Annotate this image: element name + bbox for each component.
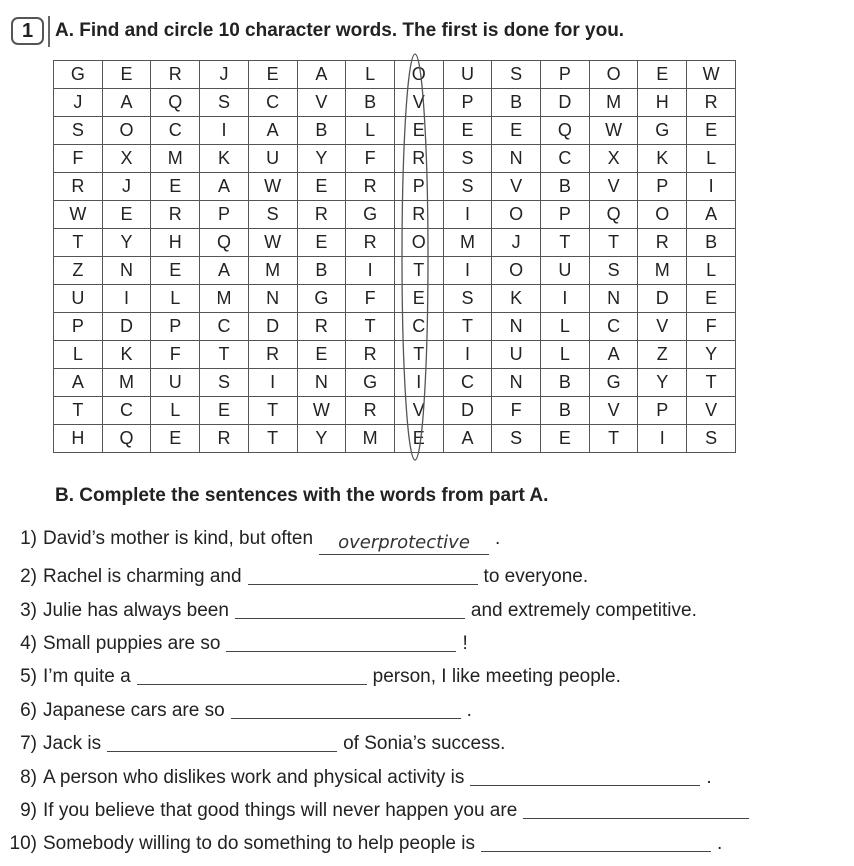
grid-cell[interactable]: T (541, 229, 590, 257)
sentence-7 (0, 729, 505, 753)
grid-cell[interactable]: E (297, 173, 346, 201)
grid-cell[interactable]: R (346, 397, 395, 425)
sentence-number: 3) (20, 600, 37, 621)
grid-cell[interactable]: R (346, 341, 395, 369)
sentence-text-before: Julie has always been (43, 600, 229, 621)
grid-cell[interactable]: X (102, 145, 151, 173)
grid-cell[interactable]: E (687, 117, 736, 145)
grid-row (54, 397, 736, 425)
grid-row (54, 257, 736, 285)
grid-cell[interactable]: J (200, 61, 249, 89)
grid-cell[interactable]: M (346, 425, 395, 453)
grid-cell[interactable]: J (54, 89, 103, 117)
grid-cell[interactable]: E (102, 201, 151, 229)
header-divider (48, 16, 50, 47)
grid-cell[interactable]: L (687, 145, 736, 173)
grid-cell[interactable]: I (687, 173, 736, 201)
grid-cell[interactable]: C (151, 117, 200, 145)
grid-cell[interactable]: R (151, 61, 200, 89)
answer-blank[interactable] (235, 599, 465, 619)
grid-cell[interactable]: R (54, 173, 103, 201)
grid-cell[interactable]: A (200, 257, 249, 285)
grid-cell[interactable]: T (248, 425, 297, 453)
grid-cell[interactable]: T (687, 369, 736, 397)
grid-cell[interactable]: R (638, 229, 687, 257)
grid-cell[interactable]: P (638, 397, 687, 425)
sentence-9 (0, 796, 755, 820)
sentence-text-before: Japanese cars are so (43, 700, 225, 721)
answer-blank[interactable] (481, 832, 711, 852)
grid-cell[interactable]: R (200, 425, 249, 453)
grid-row (54, 285, 736, 313)
grid-row (54, 229, 736, 257)
grid-cell[interactable]: Y (297, 145, 346, 173)
grid-cell[interactable]: I (443, 257, 492, 285)
grid-cell[interactable]: G (346, 201, 395, 229)
answer-blank[interactable] (137, 665, 367, 685)
grid-cell[interactable]: U (151, 369, 200, 397)
grid-cell[interactable]: E (687, 285, 736, 313)
grid-cell[interactable]: T (394, 257, 443, 285)
grid-cell[interactable]: A (200, 173, 249, 201)
grid-row (54, 61, 736, 89)
grid-cell[interactable]: M (638, 257, 687, 285)
grid-cell[interactable]: F (54, 145, 103, 173)
grid-cell[interactable]: C (248, 89, 297, 117)
grid-cell[interactable]: C (541, 145, 590, 173)
grid-cell[interactable]: L (54, 341, 103, 369)
grid-cell[interactable]: R (394, 201, 443, 229)
grid-cell[interactable]: P (394, 173, 443, 201)
sentence-10 (0, 829, 722, 853)
grid-cell[interactable]: L (541, 341, 590, 369)
grid-cell[interactable]: Q (102, 425, 151, 453)
sentence-number: 2) (20, 566, 37, 587)
grid-cell[interactable]: S (443, 285, 492, 313)
grid-cell[interactable]: M (200, 285, 249, 313)
grid-cell[interactable]: S (443, 145, 492, 173)
grid-cell[interactable]: I (248, 369, 297, 397)
grid-cell[interactable]: D (638, 285, 687, 313)
grid-cell[interactable]: E (443, 117, 492, 145)
grid-cell[interactable]: C (394, 313, 443, 341)
answer-blank[interactable]: overprotective (319, 532, 489, 555)
grid-cell[interactable]: R (346, 229, 395, 257)
grid-cell[interactable]: S (200, 369, 249, 397)
grid-cell[interactable]: I (200, 117, 249, 145)
sentence-text-before: Rachel is charming and (43, 566, 242, 587)
grid-cell[interactable]: Z (54, 257, 103, 285)
sentence-text-before: A person who dislikes work and physical activity is (43, 767, 465, 788)
sentence-number: 1) (20, 528, 37, 549)
grid-cell[interactable]: N (589, 285, 638, 313)
grid-cell[interactable]: W (589, 117, 638, 145)
grid-cell[interactable]: V (638, 313, 687, 341)
sentence-text-after: to everyone. (483, 566, 589, 587)
sentence-number: 4) (20, 633, 37, 654)
grid-cell[interactable]: U (54, 285, 103, 313)
grid-cell[interactable]: C (443, 369, 492, 397)
grid-cell[interactable]: S (492, 425, 541, 453)
grid-cell[interactable]: V (394, 89, 443, 117)
grid-cell[interactable]: E (492, 117, 541, 145)
grid-cell[interactable]: D (248, 313, 297, 341)
grid-cell[interactable]: M (151, 145, 200, 173)
sentence-number: 6) (20, 700, 37, 721)
sentence-text-before: Jack is (43, 733, 102, 754)
grid-cell[interactable]: S (200, 89, 249, 117)
grid-cell[interactable]: Y (297, 425, 346, 453)
grid-row (54, 425, 736, 453)
grid-cell[interactable]: N (248, 285, 297, 313)
sentence-5 (0, 662, 621, 686)
grid-cell[interactable]: Y (687, 341, 736, 369)
grid-cell[interactable]: W (248, 173, 297, 201)
grid-cell[interactable]: D (541, 89, 590, 117)
grid-cell[interactable]: X (589, 145, 638, 173)
grid-cell[interactable]: G (297, 285, 346, 313)
grid-cell[interactable]: H (54, 425, 103, 453)
grid-cell[interactable]: Y (102, 229, 151, 257)
grid-cell[interactable]: P (541, 201, 590, 229)
exercise-number-badge: 1 (11, 17, 44, 45)
sentence-4 (0, 629, 468, 653)
answer-blank[interactable] (226, 632, 456, 652)
grid-cell[interactable]: V (589, 173, 638, 201)
grid-cell[interactable]: D (443, 397, 492, 425)
grid-cell[interactable]: R (346, 173, 395, 201)
grid-cell[interactable]: R (248, 341, 297, 369)
grid-cell[interactable]: B (541, 173, 590, 201)
grid-cell[interactable]: E (102, 61, 151, 89)
grid-cell[interactable]: H (151, 229, 200, 257)
part-b-title: B. Complete the sentences with the words from part A. (55, 485, 549, 506)
sentence-text-after: and extremely competitive. (470, 600, 697, 621)
grid-cell[interactable]: Y (638, 369, 687, 397)
grid-cell[interactable]: N (492, 145, 541, 173)
part-a-title: A. Find and circle 10 character words. The first is done for you. (55, 20, 625, 41)
grid-cell[interactable]: R (151, 201, 200, 229)
grid-cell[interactable]: F (346, 145, 395, 173)
sentence-text-after: of Sonia’s success. (343, 733, 506, 754)
grid-cell[interactable]: A (687, 201, 736, 229)
grid-row (54, 369, 736, 397)
grid-cell[interactable]: W (687, 61, 736, 89)
grid-cell[interactable]: F (687, 313, 736, 341)
grid-cell[interactable]: E (638, 61, 687, 89)
grid-cell[interactable]: B (541, 369, 590, 397)
grid-cell[interactable]: G (638, 117, 687, 145)
grid-cell[interactable]: V (687, 397, 736, 425)
grid-cell[interactable]: H (638, 89, 687, 117)
grid-cell[interactable]: L (346, 61, 395, 89)
sentence-3 (0, 596, 697, 620)
grid-cell[interactable]: G (54, 61, 103, 89)
grid-cell[interactable]: R (297, 313, 346, 341)
grid-cell[interactable]: V (589, 397, 638, 425)
answer-blank[interactable] (523, 799, 749, 819)
grid-cell[interactable]: A (297, 61, 346, 89)
grid-cell[interactable]: E (151, 425, 200, 453)
grid-cell[interactable]: I (346, 257, 395, 285)
sentence-number: 7) (20, 733, 37, 754)
grid-cell[interactable]: E (297, 229, 346, 257)
grid-cell[interactable]: Z (638, 341, 687, 369)
grid-cell[interactable]: C (102, 397, 151, 425)
sentence-6 (0, 696, 472, 720)
grid-cell[interactable]: S (443, 173, 492, 201)
grid-cell[interactable]: T (394, 341, 443, 369)
grid-cell[interactable]: Q (589, 201, 638, 229)
grid-cell[interactable]: B (687, 229, 736, 257)
grid-cell[interactable]: L (541, 313, 590, 341)
sentence-number: 8) (20, 767, 37, 788)
grid-cell[interactable]: F (492, 397, 541, 425)
grid-cell[interactable]: E (151, 257, 200, 285)
grid-cell[interactable]: A (589, 341, 638, 369)
grid-cell[interactable]: A (443, 425, 492, 453)
grid-cell[interactable]: S (687, 425, 736, 453)
grid-cell[interactable]: R (297, 201, 346, 229)
sentence-1 (0, 528, 500, 552)
grid-row (54, 117, 736, 145)
grid-cell[interactable]: W (54, 201, 103, 229)
grid-cell[interactable]: L (151, 397, 200, 425)
grid-cell[interactable]: T (589, 229, 638, 257)
grid-cell[interactable]: E (297, 341, 346, 369)
grid-cell[interactable]: R (394, 145, 443, 173)
grid-cell[interactable]: F (346, 285, 395, 313)
grid-cell[interactable]: K (102, 341, 151, 369)
grid-cell[interactable]: V (297, 89, 346, 117)
grid-cell[interactable]: S (492, 61, 541, 89)
sentence-number: 9) (20, 800, 37, 821)
grid-cell[interactable]: E (200, 397, 249, 425)
grid-cell[interactable]: W (297, 397, 346, 425)
grid-cell[interactable]: A (248, 117, 297, 145)
grid-cell[interactable]: I (394, 369, 443, 397)
grid-cell[interactable]: B (346, 89, 395, 117)
grid-cell[interactable]: U (443, 61, 492, 89)
grid-cell[interactable]: U (492, 341, 541, 369)
grid-cell[interactable]: V (394, 397, 443, 425)
grid-row (54, 341, 736, 369)
sentence-number: 5) (20, 666, 37, 687)
sentence-2 (0, 562, 588, 586)
grid-cell[interactable]: M (589, 89, 638, 117)
grid-cell[interactable]: P (54, 313, 103, 341)
grid-cell[interactable]: K (492, 285, 541, 313)
grid-cell[interactable]: E (151, 173, 200, 201)
grid-cell[interactable]: E (394, 285, 443, 313)
answer-blank[interactable] (107, 732, 337, 752)
sentence-text-after: . (706, 767, 712, 788)
grid-cell[interactable]: I (102, 285, 151, 313)
grid-cell[interactable]: P (443, 89, 492, 117)
grid-cell[interactable]: R (687, 89, 736, 117)
grid-row (54, 201, 736, 229)
grid-cell[interactable]: O (589, 61, 638, 89)
grid-cell[interactable]: I (443, 201, 492, 229)
grid-cell[interactable]: S (589, 257, 638, 285)
grid-cell[interactable]: N (492, 369, 541, 397)
sentence-text-after: . (717, 833, 723, 854)
grid-cell[interactable]: M (248, 257, 297, 285)
sentence-text-after: ! (462, 633, 468, 654)
grid-cell[interactable]: K (200, 145, 249, 173)
grid-cell[interactable]: O (492, 257, 541, 285)
grid-cell[interactable]: E (394, 117, 443, 145)
grid-cell[interactable]: P (638, 173, 687, 201)
grid-cell[interactable]: I (443, 341, 492, 369)
grid-cell[interactable]: F (151, 341, 200, 369)
grid-cell[interactable]: L (151, 285, 200, 313)
grid-cell[interactable]: P (541, 61, 590, 89)
word-search-grid (53, 60, 736, 453)
grid-cell[interactable]: O (102, 117, 151, 145)
grid-cell[interactable]: T (54, 229, 103, 257)
grid-cell[interactable]: M (102, 369, 151, 397)
sentence-text-before: Somebody willing to do something to help people is (43, 833, 475, 854)
grid-cell[interactable]: B (541, 397, 590, 425)
grid-cell[interactable]: N (102, 257, 151, 285)
grid-cell[interactable]: G (346, 369, 395, 397)
grid-cell[interactable]: T (200, 341, 249, 369)
grid-cell[interactable]: E (541, 425, 590, 453)
grid-cell[interactable]: S (54, 117, 103, 145)
grid-cell[interactable]: B (492, 89, 541, 117)
grid-cell[interactable]: E (248, 61, 297, 89)
grid-cell[interactable]: L (346, 117, 395, 145)
grid-cell[interactable]: I (638, 425, 687, 453)
grid-cell[interactable]: T (589, 425, 638, 453)
grid-cell[interactable]: U (248, 145, 297, 173)
sentence-text-before: David’s mother is kind, but often (43, 528, 314, 549)
sentence-text-after: person, I like meeting people. (372, 666, 621, 687)
grid-cell[interactable]: O (394, 61, 443, 89)
grid-row (54, 313, 736, 341)
grid-cell[interactable]: K (638, 145, 687, 173)
grid-cell[interactable]: O (492, 201, 541, 229)
sentence-text-after: . (466, 700, 472, 721)
grid-cell[interactable]: B (297, 257, 346, 285)
grid-row (54, 173, 736, 201)
grid-cell[interactable]: C (589, 313, 638, 341)
grid-cell[interactable]: J (492, 229, 541, 257)
grid-cell[interactable]: J (102, 173, 151, 201)
grid-cell[interactable]: T (346, 313, 395, 341)
grid-cell[interactable]: P (200, 201, 249, 229)
grid-cell[interactable]: N (492, 313, 541, 341)
sentence-8 (0, 763, 712, 787)
grid-cell[interactable]: M (443, 229, 492, 257)
grid-cell[interactable]: Q (541, 117, 590, 145)
grid-cell[interactable]: P (151, 313, 200, 341)
grid-cell[interactable]: B (297, 117, 346, 145)
grid-cell[interactable]: T (443, 313, 492, 341)
grid-cell[interactable]: A (54, 369, 103, 397)
answer-blank[interactable] (470, 766, 700, 786)
grid-cell[interactable]: G (589, 369, 638, 397)
grid-row (54, 89, 736, 117)
grid-cell[interactable]: Q (151, 89, 200, 117)
grid-cell[interactable]: O (394, 229, 443, 257)
sentence-text-before: If you believe that good things will never happen you are (43, 800, 518, 821)
sentence-number: 10) (9, 833, 37, 854)
grid-cell[interactable]: N (297, 369, 346, 397)
grid-cell[interactable]: W (248, 229, 297, 257)
grid-cell[interactable]: C (200, 313, 249, 341)
grid-cell[interactable]: D (102, 313, 151, 341)
grid-cell[interactable]: L (687, 257, 736, 285)
answer-blank[interactable] (248, 565, 478, 585)
grid-row (54, 145, 736, 173)
grid-cell[interactable]: A (102, 89, 151, 117)
sentence-text-before: Small puppies are so (43, 633, 221, 654)
grid-cell[interactable]: T (248, 397, 297, 425)
grid-cell[interactable]: T (54, 397, 103, 425)
answer-blank[interactable] (231, 699, 461, 719)
grid-cell[interactable]: S (248, 201, 297, 229)
grid-cell[interactable]: O (638, 201, 687, 229)
grid-cell[interactable]: E (394, 425, 443, 453)
grid-cell[interactable]: I (541, 285, 590, 313)
sentence-text-after: . (495, 528, 501, 549)
grid-cell[interactable]: U (541, 257, 590, 285)
grid-cell[interactable]: V (492, 173, 541, 201)
sentence-text-before: I’m quite a (43, 666, 131, 687)
grid-cell[interactable]: Q (200, 229, 249, 257)
